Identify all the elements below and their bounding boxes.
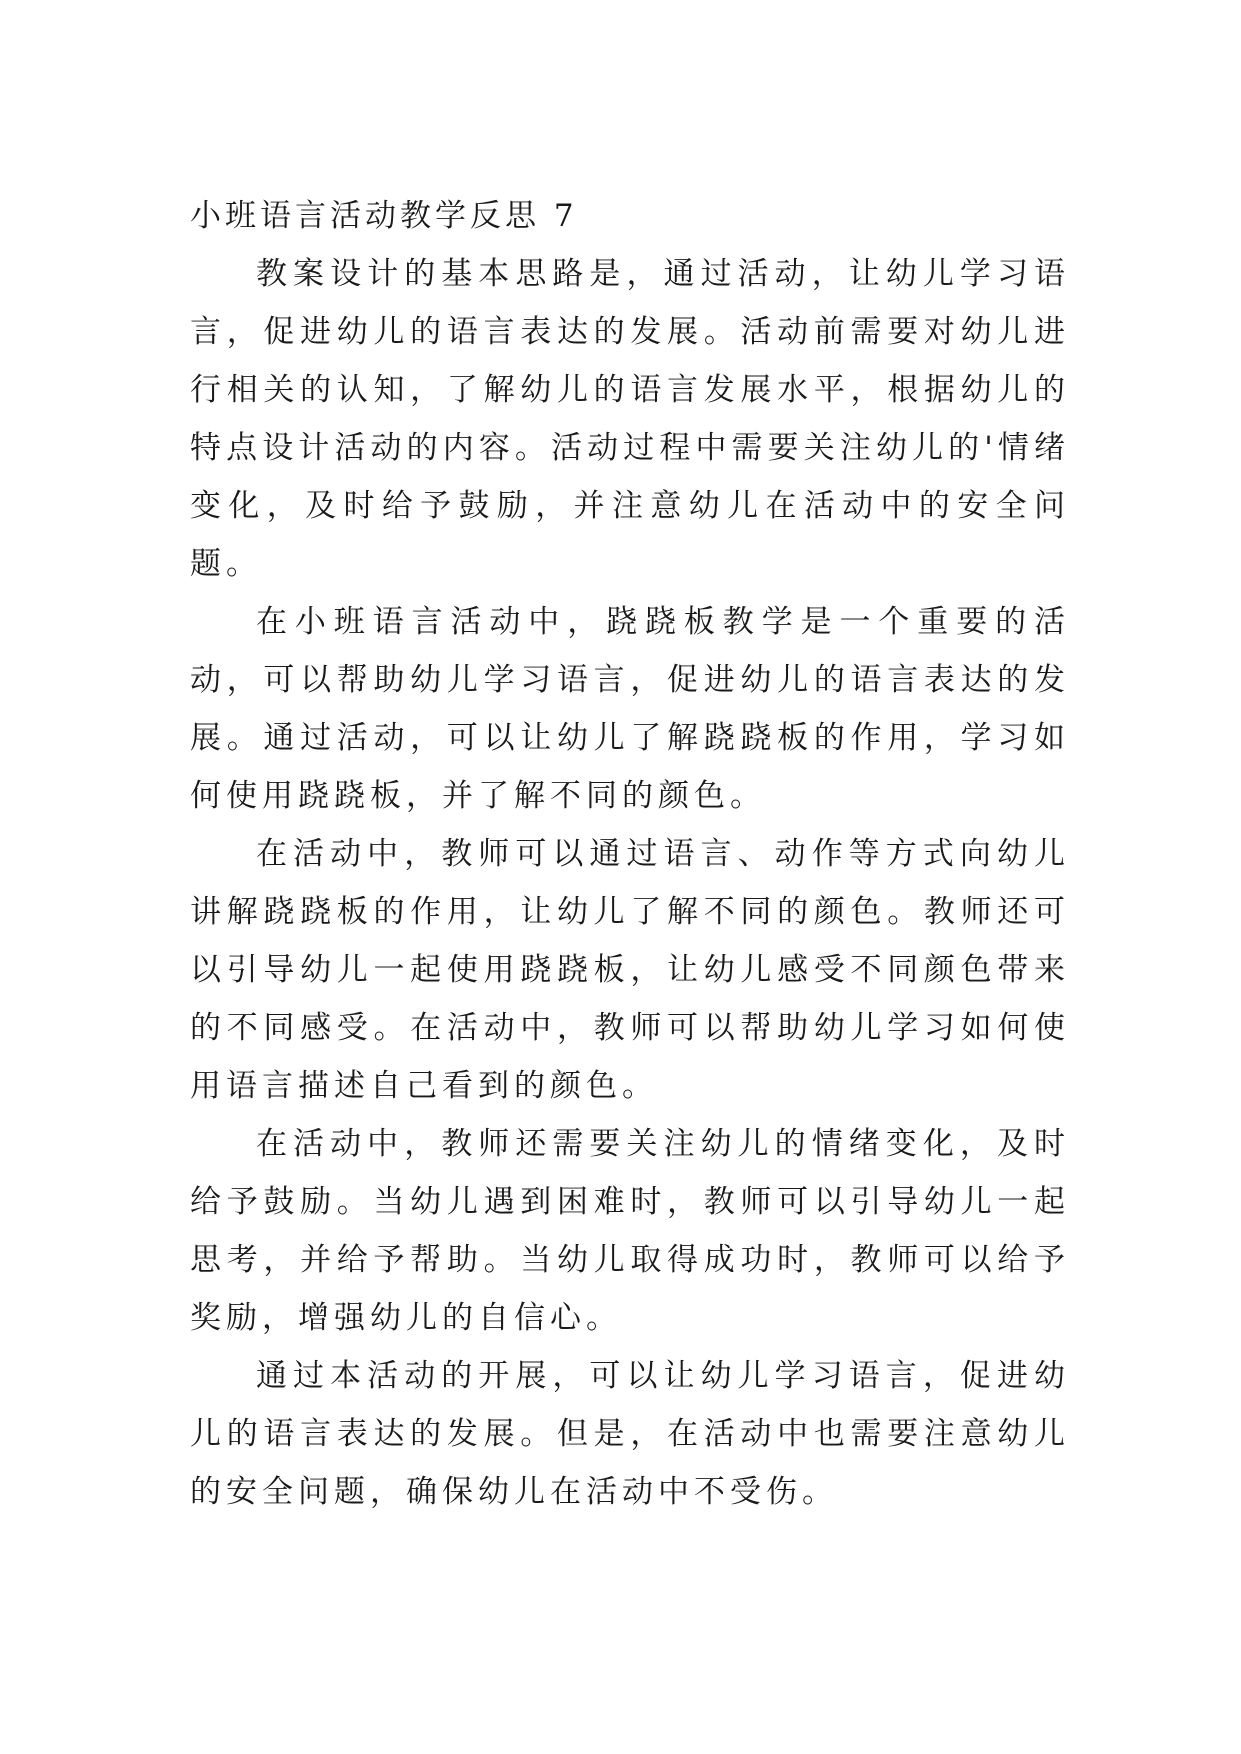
document-page xyxy=(190,187,1070,1521)
paragraph-4: 在活动中，教师还需要关注幼儿的情绪变化，及时给予鼓励。当幼儿遇到困难时，教师可以引导幼儿一起思考，并给予帮助。当幼儿取得成功时，教师可以给予奖励，增强幼儿的自信心。 xyxy=(190,1126,1070,1336)
paragraph-2: 在小班语言活动中，跷跷板教学是一个重要的活动，可以帮助幼儿学习语言，促进幼儿的语言表达的发展。通过活动，可以让幼儿了解跷跷板的作用，学习如何使用跷跷板，并了解不同的颜色。 xyxy=(190,604,1070,814)
paragraph-1: 教案设计的基本思路是，通过活动，让幼儿学习语言，促进幼儿的语言表达的发展。活动前需要对幼儿进行相关的认知，了解幼儿的语言发展水平，根据幼儿的特点设计活动的内容。活动过程中需要关注幼儿的'情绪变化，及时给予鼓励，并注意幼儿在活动中的安全问题。 xyxy=(190,256,1070,582)
paragraph-5: 通过本活动的开展，可以让幼儿学习语言，促进幼儿的语言表达的发展。但是，在活动中也需要注意幼儿的安全问题，确保幼儿在活动中不受伤。 xyxy=(190,1358,1070,1510)
paragraph-3: 在活动中，教师可以通过语言、动作等方式向幼儿讲解跷跷板的作用，让幼儿了解不同的颜色。教师还可以引导幼儿一起使用跷跷板，让幼儿感受不同颜色带来的不同感受。在活动中，教师可以帮助幼儿学习如何使用语言描述自己看到的颜色。 xyxy=(190,836,1070,1104)
document-title: 小班语言活动教学反思 7 xyxy=(190,198,578,234)
